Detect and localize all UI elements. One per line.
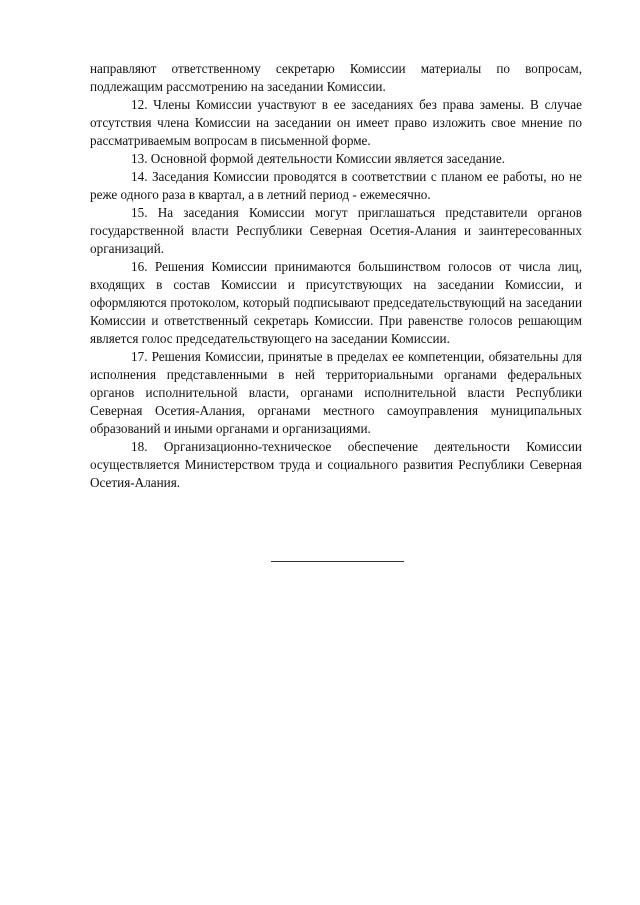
paragraph-12: 12. Члены Комиссии участвуют в ее заседаниях без права замены. В случае отсутствия члена Комиссии на заседании он имеет право изложить свое мнение по рассматриваемым вопросам в письменной форме. bbox=[90, 97, 582, 148]
end-separator-line bbox=[271, 561, 404, 562]
paragraph-17: 17. Решения Комиссии, принятые в пределах ее компетенции, обязательны для исполнения представленными в ней территориальными органами федеральных органов исполнительной власти, органами исполнительной власти Республики Северная Осетия-Алания, органами местного самоуправления муниципальных образований и иными органами и организациями. bbox=[90, 349, 582, 436]
paragraph-15: 15. На заседания Комиссии могут приглашаться представители органов государственной власти Республики Северная Осетия-Алания и заинтересованных организаций. bbox=[90, 205, 582, 256]
document-body bbox=[90, 60, 582, 492]
paragraph-14: 14. Заседания Комиссии проводятся в соответствии с планом ее работы, но не реже одного раза в квартал, а в летний период - ежемесячно. bbox=[90, 169, 582, 202]
paragraph-13: 13. Основной формой деятельности Комиссии является заседание. bbox=[131, 151, 506, 166]
paragraph-16: 16. Решения Комиссии принимаются большинством голосов от числа лиц, входящих в состав Комиссии и присутствующих на заседании Комиссии, и оформляются протоколом, который подписывают председательствующий на заседании Комиссии и ответственный секретарь Комиссии. При равенстве голосов решающим является голос председательствующего на заседании Комиссии. bbox=[90, 259, 582, 346]
paragraph-18: 18. Организационно-техническое обеспечение деятельности Комиссии осуществляется Министерством труда и социального развития Республики Северная Осетия-Алания. bbox=[90, 439, 582, 490]
paragraph-continuation: направляют ответственному секретарю Комиссии материалы по вопросам, подлежащим рассмотрению на заседании Комиссии. bbox=[90, 61, 582, 94]
